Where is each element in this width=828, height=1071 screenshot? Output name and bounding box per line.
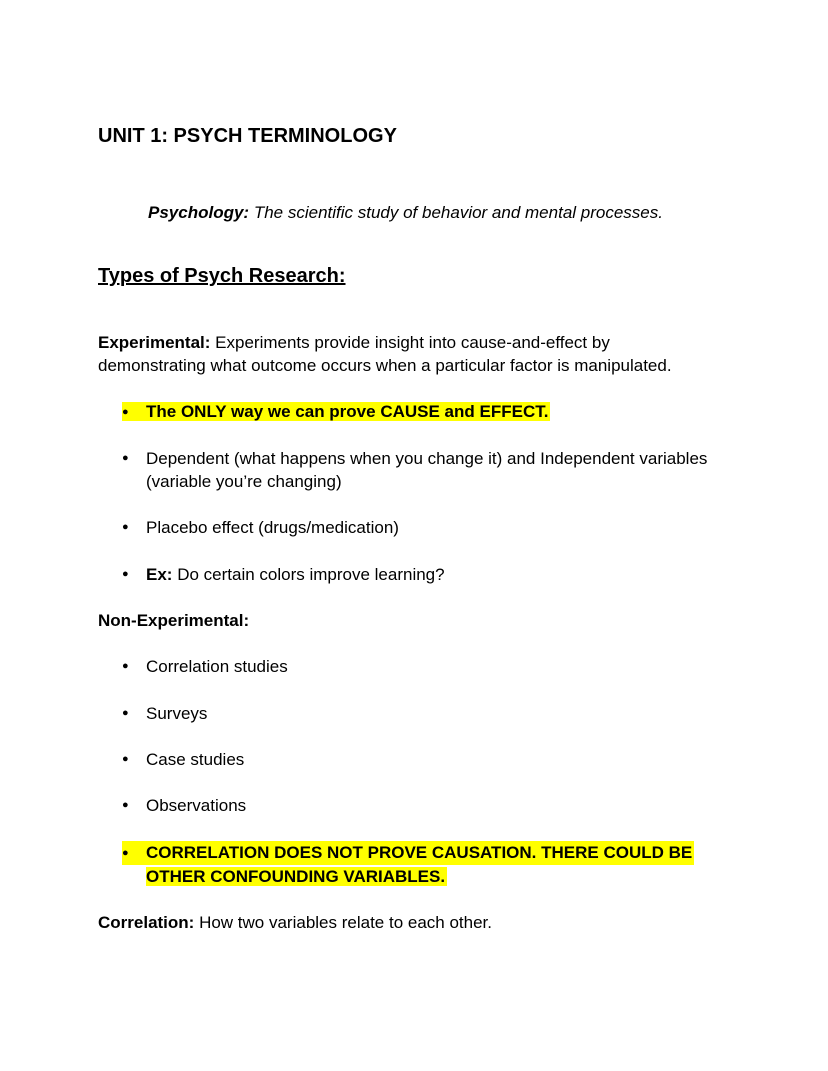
bullet-icon: ● [122,707,129,719]
bullet-text: Observations [146,796,247,815]
bullet-text: The ONLY way we can prove CAUSE and EFFECT. [146,402,549,421]
experimental-paragraph [98,331,672,377]
list-item [122,400,550,424]
bullet-icon: ● [122,753,129,765]
list-item [122,748,244,771]
page-title: UNIT 1: PSYCH TERMINOLOGY [98,125,397,147]
list-item [122,655,288,678]
bullet-text-line1: Dependent (what happens when you change it) and Independent variables [146,449,708,468]
bullet-icon: ● [122,660,129,672]
list-item [122,841,694,888]
list-item [122,794,246,817]
bullet-text: Case studies [146,750,245,769]
bullet-text: Surveys [146,704,208,723]
section-heading: Types of Psych Research: [98,265,346,287]
correlation-term: Correlation: [98,913,195,932]
bullet-icon: ● [122,799,129,811]
experimental-text-line2: demonstrating what outcome occurs when a particular factor is manipulated. [98,356,672,375]
list-item [122,563,445,586]
example-label: Ex: [146,565,173,584]
bullet-text-line2: (variable you’re changing) [146,472,342,491]
list-item [122,702,207,725]
bullet-icon: ● [122,406,129,418]
list-item [122,447,707,493]
bullet-icon: ● [122,452,129,464]
psychology-definition [148,203,663,223]
experimental-text-line1: Experiments provide insight into cause-and-effect by [210,333,610,352]
bullet-text-line2: OTHER CONFOUNDING VARIABLES. [146,867,446,886]
bullet-icon: ● [122,847,129,859]
definition-text: The scientific study of behavior and mental processes. [249,203,663,222]
bullet-text: Do certain colors improve learning? [172,565,445,584]
correlation-text: How two variables relate to each other. [194,913,493,932]
non-experimental-heading: Non-Experimental: [98,611,250,630]
correlation-definition [98,911,492,934]
experimental-term: Experimental: [98,333,211,352]
bullet-icon: ● [122,568,129,580]
bullet-text: Placebo effect (drugs/medication) [146,518,399,537]
bullet-text-line1: CORRELATION DOES NOT PROVE CAUSATION. THERE COULD BE [146,843,693,862]
definition-term: Psychology: [148,203,250,222]
bullet-text: Correlation studies [146,657,288,676]
list-item [122,516,399,539]
bullet-icon: ● [122,521,129,533]
